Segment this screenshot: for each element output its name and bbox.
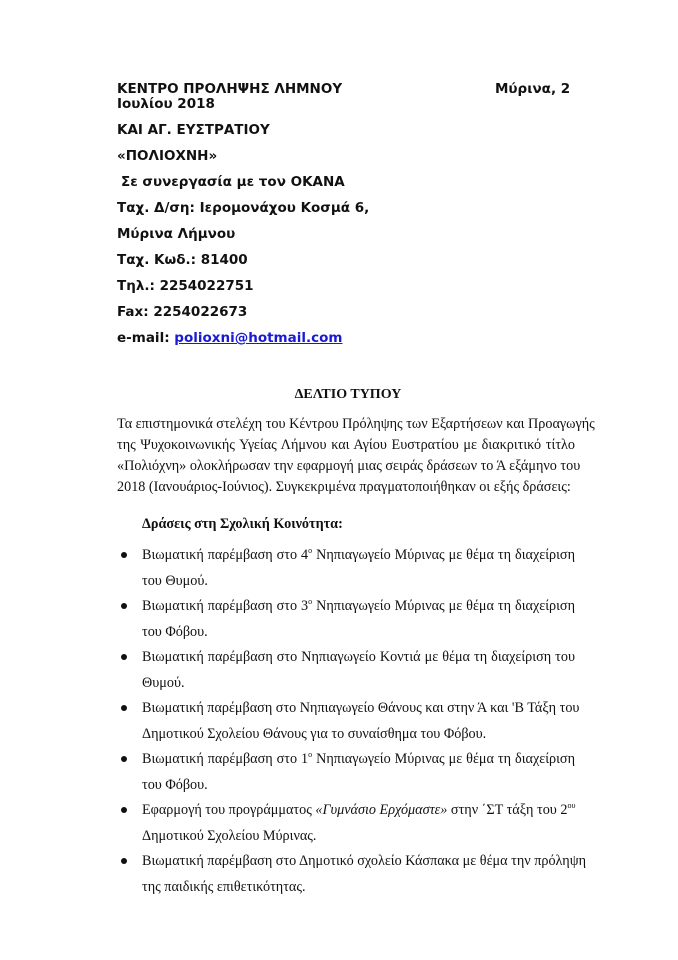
cooperation-note: Σε συνεργασία με τον ΟΚΑΝΑ <box>121 174 345 190</box>
list-item <box>117 800 575 847</box>
bullet-icon <box>121 552 127 558</box>
list-item-line: του Θυμού. <box>142 573 208 589</box>
intro-line: 2018 (Ιανουάριος-Ιούνιος). Συγκεκριμένα πραγματοποιήθηκαν οι εξής δράσεις: <box>117 479 571 495</box>
email-row <box>117 330 342 346</box>
address-line-1: Ταχ. Δ/ση: Ιερομονάχου Κοσμά 6, <box>117 200 370 216</box>
bullet-icon <box>121 858 127 864</box>
intro-line: Τα επιστημονικά στελέχη του Κέντρου Πρόληψης των Εξαρτήσεων και Προαγωγής <box>117 416 595 432</box>
list-item-line: Βιωματική παρέμβαση στο $1^o$ Νηπιαγωγείο Μύρινας με θέμα τη διαχείριση <box>142 750 575 767</box>
list-item-line: Δημοτικού Σχολείου Μύρινας. <box>142 828 317 844</box>
email-link[interactable]: polioxni@hotmail.com <box>174 330 343 346</box>
fax-number: Fax: 2254022673 <box>117 304 248 320</box>
press-release-title: ΔΕΛΤΙΟ ΤΥΠΟΥ <box>294 387 402 402</box>
org-distinctive-title: «ΠΟΛΙΟΧΝΗ» <box>117 148 218 164</box>
list-item <box>117 851 587 898</box>
actions-list <box>117 545 587 898</box>
phone-number: Τηλ.: 2254022751 <box>117 278 254 294</box>
list-item-line: Βιωματική παρέμβαση στο Δημοτικό σχολείο Κάσπακα με θέμα την πρόληψη <box>142 853 587 869</box>
bullet-icon <box>121 603 127 609</box>
intro-paragraph <box>117 414 595 498</box>
list-item-line: του Φόβου. <box>142 777 208 793</box>
list-item-line: Εφαρμογή του προγράμματος «Γυμνάσιο Ερχόμαστε» στην ΄ΣΤ τάξη του $2^{o\upsilon}$ <box>142 801 576 818</box>
org-name-line-2: ΚΑΙ ΑΓ. ΕΥΣΤΡΑΤΙΟΥ <box>117 122 270 138</box>
list-item-line: Βιωματική παρέμβαση στο Νηπιαγωγείο Θάνους και στην Ά και 'Β Τάξη του <box>142 700 580 716</box>
bullet-icon <box>121 705 127 711</box>
address-line-2: Μύρινα Λήμνου <box>117 226 236 242</box>
list-item <box>117 698 580 745</box>
section-heading: Δράσεις στη Σχολική Κοινότητα: <box>142 516 343 532</box>
list-item-line: Βιωματική παρέμβαση στο $3^o$ Νηπιαγωγείο Μύρινας με θέμα τη διαχείριση <box>142 597 575 614</box>
list-item <box>117 545 575 592</box>
date-line: Μύρινα, 2 <box>495 81 571 97</box>
list-item-line: Δημοτικού Σχολείου Θάνους για το συναίσθημα του Φόβου. <box>142 726 487 742</box>
list-item-line: Βιωματική παρέμβαση στο Νηπιαγωγείο Κοντιά με θέμα τη διαχείριση του <box>142 649 575 665</box>
list-item-line: Θυμού. <box>142 675 185 691</box>
email-label: e-mail: <box>117 330 170 346</box>
intro-line: «Πολιόχνη» ολοκλήρωσαν την εφαρμογή μιας σειράς δράσεων το Ά εξάμηνο του <box>117 458 581 474</box>
date-line-continued: Ιουλίου 2018 <box>117 96 215 112</box>
bullet-icon <box>121 807 127 813</box>
list-item-line: Βιωματική παρέμβαση στο $4^o$ Νηπιαγωγείο Μύρινας με θέμα τη διαχείριση <box>142 546 575 563</box>
org-name-line-1: ΚΕΝΤΡΟ ΠΡΟΛΗΨΗΣ ΛΗΜΝΟΥ <box>117 81 343 97</box>
bullet-icon <box>121 654 127 660</box>
intro-line: της Ψυχοκοινωνικής Υγείας Λήμνου και Αγίου Ευστρατίου με διακριτικό τίτλο <box>117 437 575 453</box>
list-item-line: του Φόβου. <box>142 624 208 640</box>
list-item-line: της παιδικής επιθετικότητας. <box>142 879 306 895</box>
list-item <box>117 647 575 694</box>
postal-code: Ταχ. Κωδ.: 81400 <box>117 252 248 268</box>
bullet-icon <box>121 756 127 762</box>
list-item <box>117 596 575 643</box>
list-item <box>117 749 575 796</box>
